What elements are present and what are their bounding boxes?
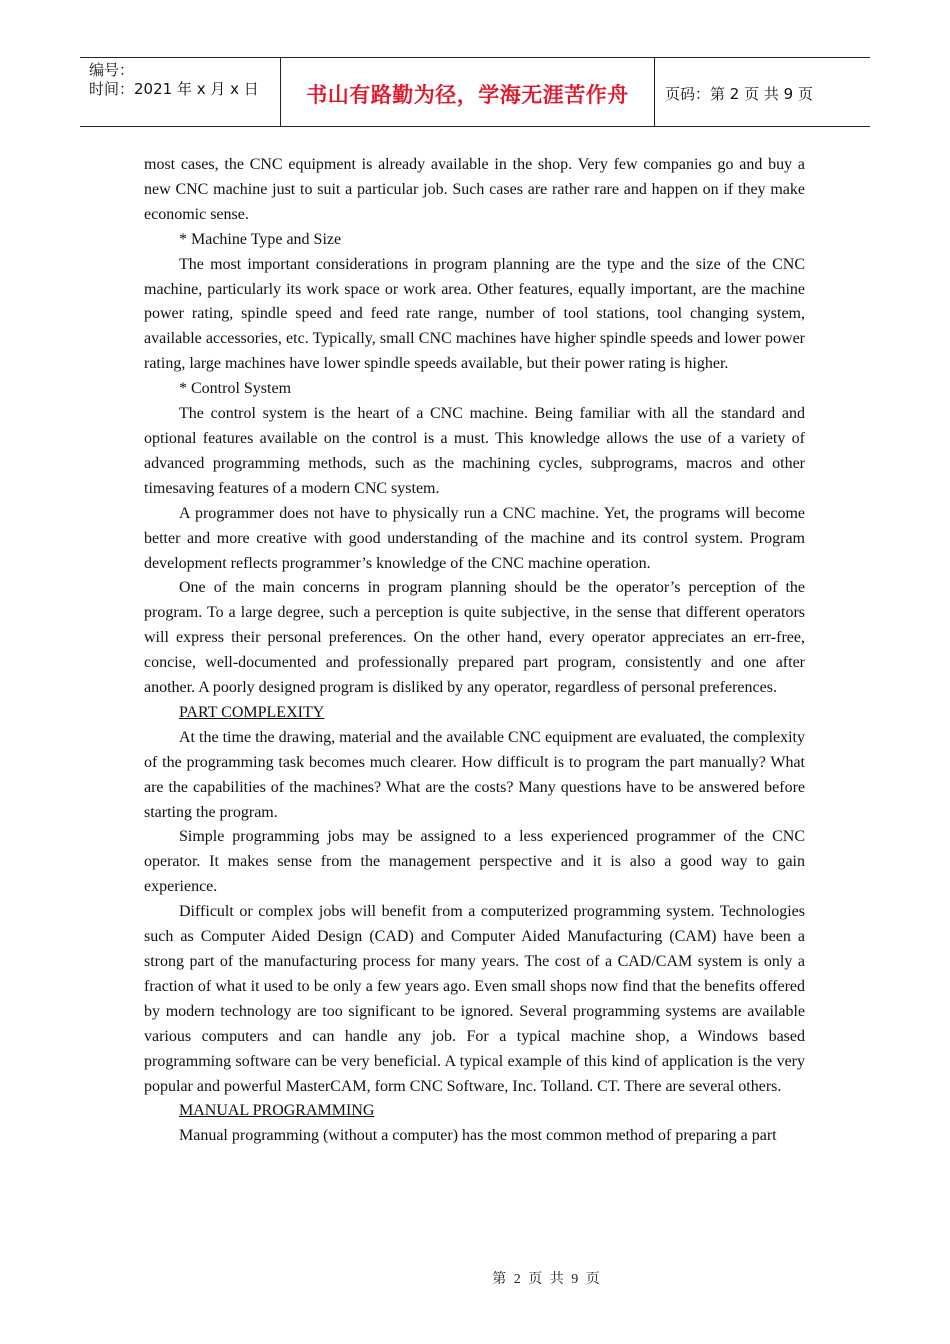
body-paragraph: Manual programming (without a computer) has the most common method of preparing a part bbox=[179, 1127, 777, 1145]
section-heading-text: PART COMPLEXITY bbox=[179, 703, 325, 721]
document-number-label: 编号： bbox=[89, 61, 135, 79]
section-bullet-machine-type: * Machine Type and Size bbox=[179, 230, 342, 248]
body-paragraph: Difficult or complex jobs will benefit from a computerized programming system. Technologies such as Computer Aided Design (CAD) and Computer Aided Manufacturing (CAM) have been a strong part of the manufacturing process for many years. The cost of a CAD/CAM system is only a fraction of what it used to be only a few years ago. Even small shops now find that the benefits offered by modern technology are too significant to be ignored. Several programming systems are available various computers and can handle any job. For a typical machine shop, a Windows based programming software can be very beneficial. A typical example of this kind of application is the very popular and powerful MasterCAM, form CNC Software, Inc. Tolland. CT. There are several others. bbox=[144, 903, 805, 1095]
body-paragraph: A programmer does not have to physically run a CNC machine. Yet, the programs will become better and more creative with good understanding of the machine and its control system. Program development reflects programmer’s knowledge of the CNC machine operation. bbox=[144, 504, 805, 572]
page-header bbox=[80, 57, 870, 127]
body-paragraph: Simple programming jobs may be assigned to a less experienced programmer of the CNC operator. It makes sense from the management perspective and it is also a good way to gain experience. bbox=[144, 828, 805, 896]
body-paragraph: The control system is the heart of a CNC machine. Being familiar with all the standard and optional features available on the control is a must. This knowledge allows the use of a variety of advanced programming methods, such as the machining cycles, subprograms, macros and other timesaving features of a modern CNC system. bbox=[144, 405, 805, 497]
document-time-label: 时间：2021 年 x 月 x 日 bbox=[89, 80, 259, 98]
body-paragraph: One of the main concerns in program planning should be the operator’s perception of the program. To a large degree, such a perception is quite subjective, in the sense that different operators will express their personal preferences. On the other hand, every operator appreciates an err-free, concise, well-documented and professionally prepared part program, consistently and one after another. A poorly designed program is disliked by any operator, regardless of personal preferences. bbox=[144, 579, 805, 697]
document-body bbox=[144, 153, 805, 1149]
body-paragraph: most cases, the CNC equipment is already available in the shop. Very few companies go and buy a new CNC machine just to suit a particular job. Such cases are rather rare and happen on if they make economic sense. bbox=[144, 156, 805, 223]
body-paragraph: The most important considerations in program planning are the type and the size of the CNC machine, particularly its work space or work area. Other features, equally important, are the machine power rating, spindle speed and feed rate range, number of tool stations, tool changing system, available accessories, etc. Typically, small CNC machines have higher spindle speeds and lower power rating, large machines have lower spindle speeds available, but their power rating is higher. bbox=[144, 255, 805, 373]
section-heading-manual-programming bbox=[144, 1099, 805, 1124]
section-bullet-control-system: * Control System bbox=[179, 380, 292, 398]
header-motto: 书山有路勤为径，学海无涯苦作舟 bbox=[281, 58, 655, 126]
header-meta bbox=[80, 58, 281, 126]
header-page-number: 页码：第 2 页 共 9 页 bbox=[665, 84, 813, 103]
section-heading-text: MANUAL PROGRAMMING bbox=[179, 1102, 375, 1120]
body-paragraph: At the time the drawing, material and the available CNC equipment are evaluated, the complexity of the programming task becomes much clearer. How difficult is to program the part manually? What are the capabilities of the machines? What are the costs? Many questions have to be answered before starting the program. bbox=[144, 728, 805, 821]
page-footer: 第 2 页 共 9 页 bbox=[492, 1272, 600, 1287]
section-heading-part-complexity bbox=[144, 701, 805, 726]
